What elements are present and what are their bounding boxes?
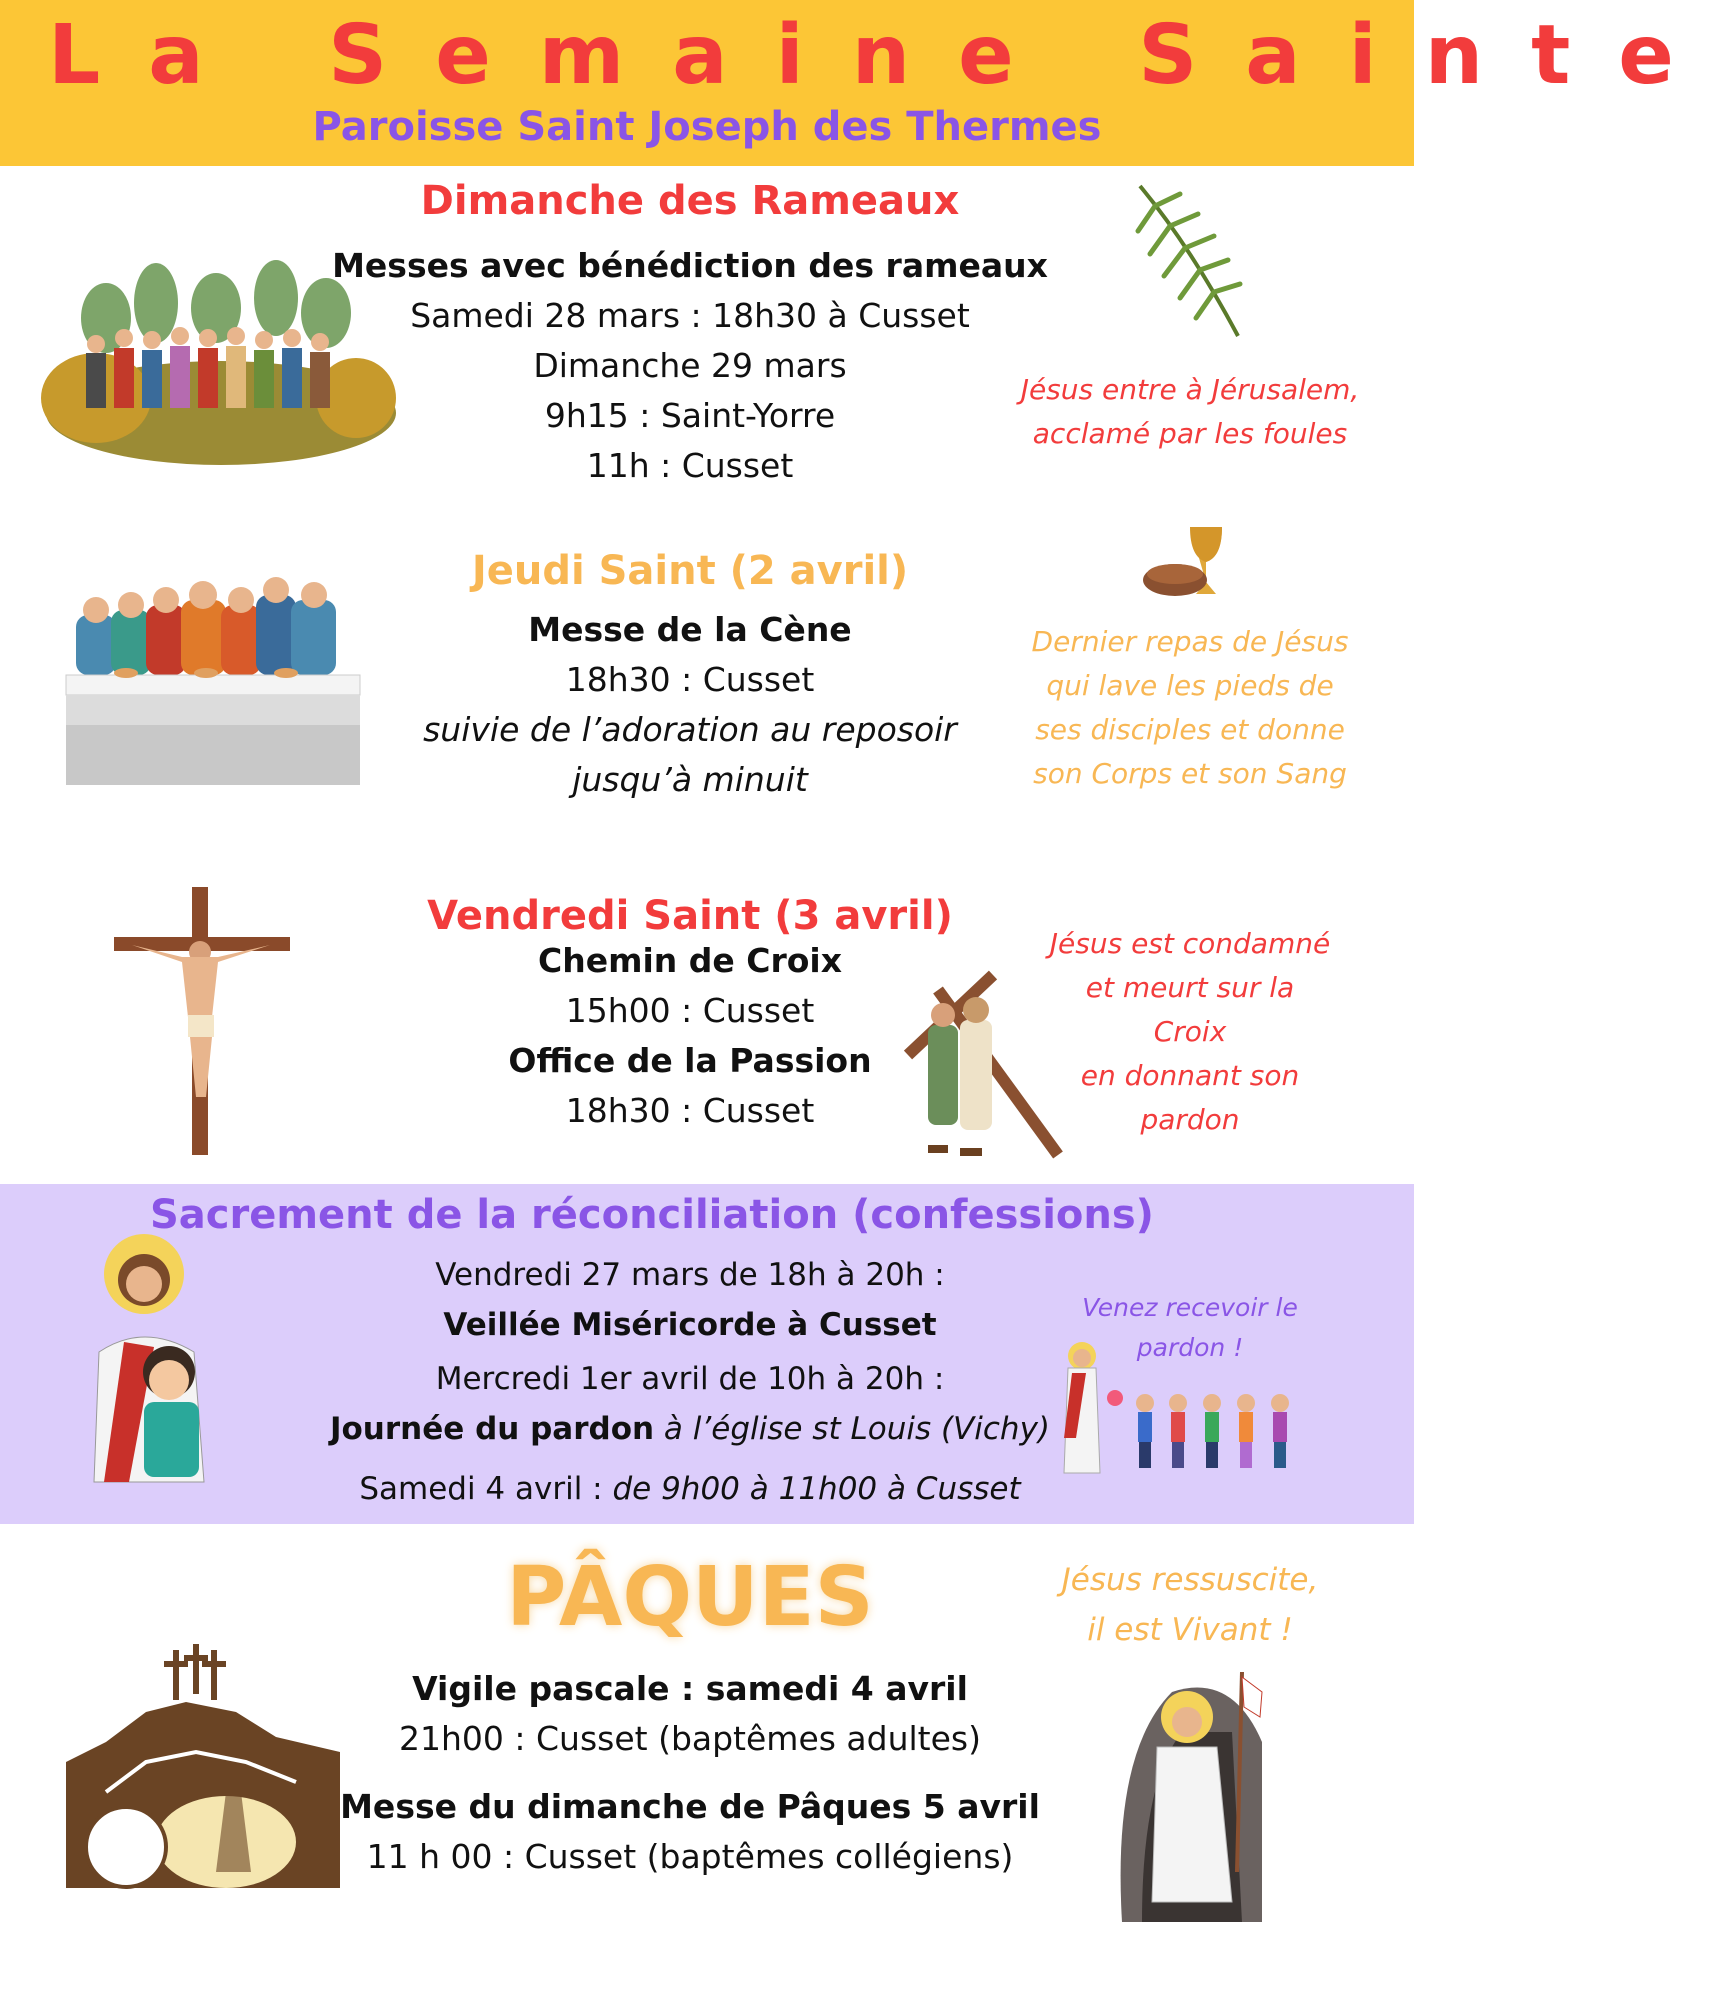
- empty-tomb-icon: [66, 1642, 340, 1888]
- jeudi-side-4: son Corps et son Sang: [1033, 757, 1347, 790]
- paques-side-2: il est Vivant !: [1087, 1612, 1293, 1648]
- confessions-line-5-date: Samedi 4 avril :: [359, 1471, 613, 1507]
- rameaux-side-text: [1000, 368, 1380, 456]
- rameaux-title: Dimanche des Rameaux: [420, 178, 960, 224]
- confessions-line-4-bold: Journée du pardon: [329, 1411, 655, 1447]
- vendredi-side-1: Jésus est condamné: [1049, 927, 1331, 960]
- jeudi-line-3: suivie de l’adoration au reposoir: [423, 710, 957, 749]
- page-title: La Semaine Sainte: [48, 8, 1722, 103]
- vendredi-side-4: en donnant son: [1080, 1059, 1300, 1092]
- risen-jesus-illustration: [1112, 1672, 1272, 1922]
- jesus-hugging-child-illustration: [84, 1232, 222, 1484]
- vendredi-line-4: 18h30 : Cusset: [565, 1091, 815, 1130]
- paques-line-2: 21h00 : Cusset (baptêmes adultes): [399, 1719, 981, 1758]
- jeudi-block: [290, 605, 1090, 805]
- confessions-title: Sacrement de la réconciliation (confessions): [150, 1192, 1154, 1238]
- vendredi-title: Vendredi Saint (3 avril): [427, 893, 953, 939]
- jeudi-line-2: 18h30 : Cusset: [565, 660, 815, 699]
- paques-title: PÂQUES: [506, 1550, 874, 1645]
- vendredi-side-2: et meurt sur la: [1085, 971, 1295, 1004]
- jeudi-side-3: ses disciples et donne: [1035, 713, 1345, 746]
- paques-side-text: [1000, 1555, 1380, 1655]
- confessions-line-5: [290, 1464, 1090, 1514]
- crowd-palms-illustration: [36, 258, 396, 468]
- confessions-line-2: Veillée Miséricorde à Cusset: [443, 1307, 937, 1343]
- confessions-side-1: Venez recevoir le: [1082, 1293, 1298, 1322]
- rameaux-line-1: Messes avec bénédiction des rameaux: [332, 246, 1048, 285]
- rameaux-side-2: acclamé par les foules: [1032, 417, 1348, 450]
- vendredi-side-3: Croix: [1153, 1015, 1227, 1048]
- confessions-block: [290, 1250, 1090, 1514]
- jeudi-title: Jeudi Saint (2 avril): [471, 548, 909, 594]
- jeudi-side-1: Dernier repas de Jésus: [1031, 625, 1349, 658]
- jesus-carrying-cross-illustration: [898, 970, 1068, 1162]
- bread-chalice-icon: [1140, 522, 1240, 602]
- rameaux-line-3: Dimanche 29 mars: [533, 346, 847, 385]
- vendredi-side-5: pardon: [1140, 1103, 1240, 1136]
- palm-branch-icon: [1130, 176, 1250, 346]
- vendredi-line-2: 15h00 : Cusset: [565, 991, 815, 1030]
- crucifix-icon: [112, 887, 292, 1155]
- paques-block: [290, 1664, 1090, 1882]
- confessions-line-4: [290, 1404, 1090, 1454]
- paques-line-1: Vigile pascale : samedi 4 avril: [412, 1669, 968, 1708]
- parish-subtitle: Paroisse Saint Joseph des Thermes: [312, 104, 1102, 150]
- rameaux-line-4: 9h15 : Saint-Yorre: [544, 396, 836, 435]
- confessions-line-1: Vendredi 27 mars de 18h à 20h :: [435, 1257, 945, 1293]
- rameaux-line-5: 11h : Cusset: [586, 446, 794, 485]
- paques-line-4: 11 h 00 : Cusset (baptêmes collégiens): [366, 1837, 1014, 1876]
- confessions-line-3: Mercredi 1er avril de 10h à 20h :: [435, 1361, 945, 1397]
- rameaux-side-1: Jésus entre à Jérusalem,: [1020, 373, 1360, 406]
- confessions-line-4-italic: à l’église st Louis (Vichy): [654, 1411, 1051, 1447]
- vendredi-line-1: Chemin de Croix: [537, 941, 843, 980]
- last-supper-illustration: [66, 575, 360, 790]
- jesus-children-illustration: [1060, 1338, 1320, 1478]
- rameaux-line-2: Samedi 28 mars : 18h30 à Cusset: [410, 296, 970, 335]
- paques-side-1: Jésus ressuscite,: [1061, 1562, 1319, 1598]
- vendredi-line-3: Office de la Passion: [508, 1041, 872, 1080]
- confessions-side-2: pardon !: [1136, 1333, 1244, 1362]
- paques-line-3: Messe du dimanche de Pâques 5 avril: [340, 1787, 1040, 1826]
- confessions-line-5-italic: de 9h00 à 11h00 à Cusset: [612, 1471, 1021, 1507]
- jeudi-line-4: jusqu’à minuit: [572, 760, 808, 799]
- jeudi-side-2: qui lave les pieds de: [1046, 669, 1334, 702]
- jeudi-line-1: Messe de la Cène: [528, 610, 852, 649]
- rameaux-block: [290, 241, 1090, 491]
- jeudi-side-text: [1000, 620, 1380, 796]
